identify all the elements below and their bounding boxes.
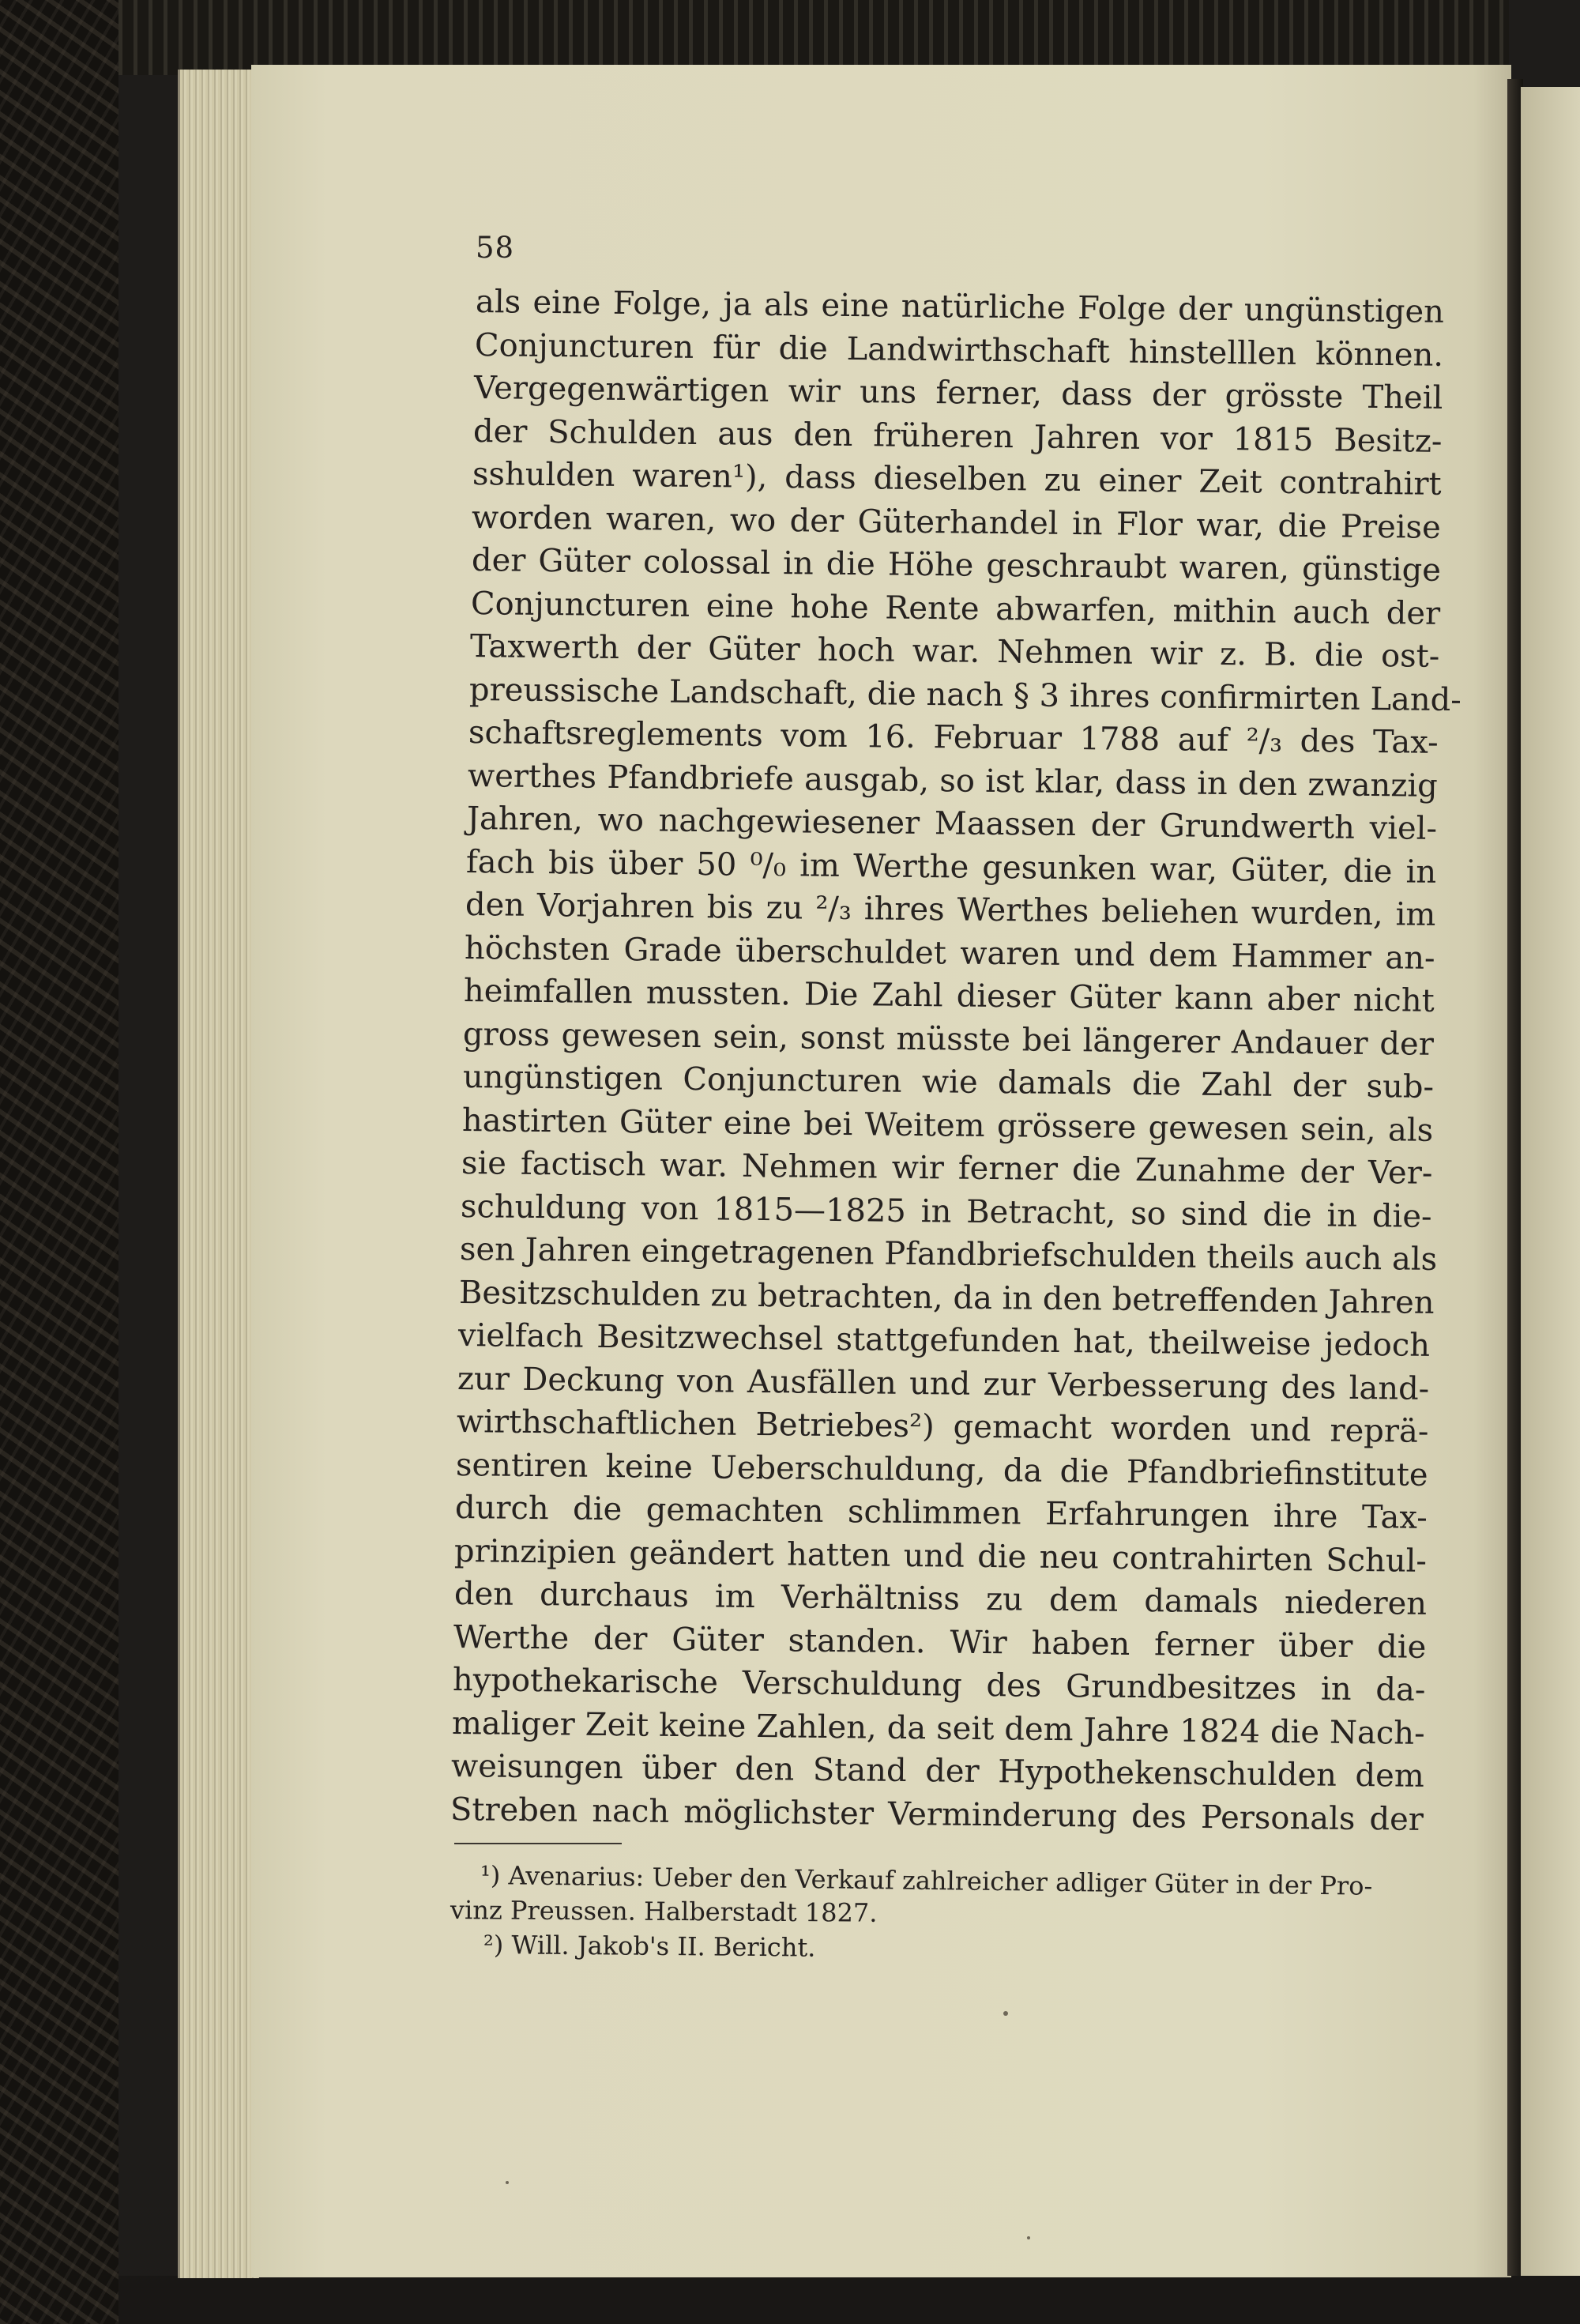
body-line: sie factisch war. Nehmen wir ferner die Zunahme der Ver- bbox=[461, 1145, 1433, 1192]
body-line: vielfach Besitzwechsel stattgefunden hat, theilweise jedoch bbox=[457, 1317, 1431, 1365]
footnote-2: ²) Will. Jakob's II. Bericht. bbox=[483, 1930, 816, 1963]
body-line: schuldung von 1815—1825 in Betracht, so sind die in die- bbox=[460, 1188, 1432, 1235]
body-line: fach bis über 50 ⁰/₀ im Werthe gesunken war, Güter, die in bbox=[465, 843, 1437, 891]
body-line: hastirten Güter eine bei Weitem grössere gewesen sein, als bbox=[461, 1102, 1434, 1149]
body-line: worden waren, wo der Güterhandel in Flor war, die Preise bbox=[472, 499, 1442, 546]
body-line: sshulden waren¹), dass dieselben zu einer Zeit contrahirt bbox=[472, 456, 1443, 503]
body-line: Streben nach möglichster Verminderung des Personals der bbox=[450, 1791, 1424, 1838]
body-line: prinzipien geändert hatten und die neu contrahirten Schul- bbox=[454, 1532, 1428, 1580]
body-line: maliger Zeit keine Zahlen, da seit dem Jahre 1824 die Nach- bbox=[451, 1704, 1425, 1752]
footnote-1-line-2: vinz Preussen. Halberstadt 1827. bbox=[450, 1895, 878, 1928]
body-line: den Vorjahren bis zu ²/₃ ihres Werthes beliehen wurden, im bbox=[465, 887, 1436, 934]
body-line: zur Deckung von Ausfällen und zur Verbesserung des land- bbox=[457, 1360, 1430, 1407]
body-line: als eine Folge, ja als eine natürliche Folge der ungünstigen bbox=[475, 284, 1445, 330]
body-line: Werthe der Güter standen. Wir haben ferner über die bbox=[453, 1618, 1427, 1666]
body-line: Jahren, wo nachgewiesener Maassen der Grundwerth viel- bbox=[466, 800, 1438, 848]
body-line: den durchaus im Verhältniss zu dem damals niederen bbox=[453, 1576, 1427, 1623]
page-number: 58 bbox=[476, 231, 515, 265]
body-line: sen Jahren eingetragenen Pfandbriefschulden theils auch als bbox=[459, 1231, 1438, 1279]
body-line: wirthschaftlichen Betriebes²) gemacht worden und reprä- bbox=[456, 1403, 1429, 1451]
body-line: werthes Pfandbriefe ausgab, so ist klar, dass in den zwanzig bbox=[467, 757, 1438, 804]
body-line: Conjuncturen für die Landwirthschaft hinstelllen können. bbox=[474, 326, 1444, 374]
body-line: weisungen über den Stand der Hypothekenschulden dem bbox=[450, 1748, 1424, 1795]
footnote-rule bbox=[454, 1843, 622, 1844]
body-line: Besitzschulden zu betrachten, da in den betreffenden Jahren bbox=[458, 1274, 1435, 1321]
body-line: der Güter colossal in die Höhe geschraubt waren, günstige bbox=[471, 542, 1441, 589]
body-line: gross gewesen sein, sonst müsste bei längerer Andauer der bbox=[463, 1015, 1435, 1063]
body-line: Vergegenwärtigen wir uns ferner, dass der grösste Theil bbox=[473, 370, 1443, 416]
body-line: Conjuncturen eine hohe Rente abwarfen, mithin auch der bbox=[470, 585, 1440, 632]
footnote-1-line-1: ¹) Avenarius: Ueber den Verkauf zahlreicher adliger Güter in der Pro- bbox=[480, 1860, 1373, 1901]
body-line: durch die gemachten schlimmen Erfahrungen ihre Tax- bbox=[455, 1490, 1428, 1537]
body-line: ungünstigen Conjuncturen wie damals die Zahl der sub- bbox=[462, 1059, 1434, 1106]
body-line: hypothekarische Verschuldung des Grundbesitzes in da- bbox=[452, 1662, 1426, 1709]
body-line: preussische Landschaft, die nach § 3 ihres confirmirten Land- bbox=[468, 671, 1462, 718]
body-line: Taxwerth der Güter hoch war. Nehmen wir z. B. die ost- bbox=[469, 628, 1440, 675]
body-line: höchsten Grade überschuldet waren und dem Hammer an- bbox=[465, 929, 1436, 977]
body-line: sentiren keine Ueberschuldung, da die Pfandbriefinstitute bbox=[456, 1446, 1429, 1493]
body-line: der Schulden aus den früheren Jahren vor 1815 Besitz- bbox=[473, 412, 1443, 460]
body-line: heimfallen mussten. Die Zahl dieser Güter kann aber nicht bbox=[464, 973, 1435, 1020]
body-line: schaftsreglements vom 16. Februar 1788 auf ²/₃ des Tax- bbox=[468, 714, 1439, 761]
